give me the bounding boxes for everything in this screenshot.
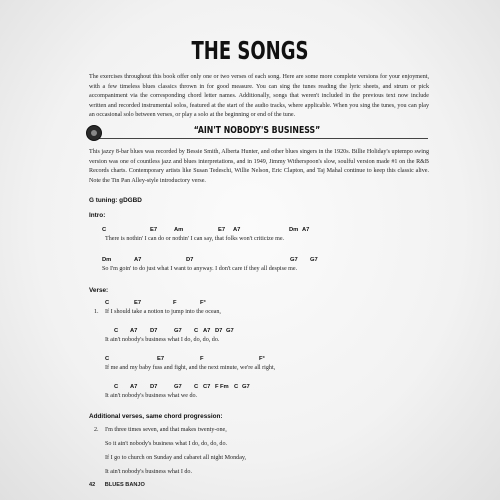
chord: G7 <box>174 384 182 390</box>
chord: C <box>234 384 239 390</box>
chord: D7 <box>150 328 158 334</box>
chord: A7 <box>233 227 241 233</box>
chord: E7 <box>157 356 165 362</box>
intro-paragraph: The exercises throughout this book offer only one or two verses of each song. Here are some more complete versions for your enjoyment, with a few timeless blues classics thrown in for good measure. You can sing the tunes reading the lyric sheets, and strum or pick accompaniment via the corresponding chord letter names. Additionally, songs that weren't included in the previous text now include written and recorded instrumental solos, featured at the start of the audio tracks, where applicable. When you sing the tunes, you can play an occasional solo between verses, or play a solo at the beginning or end of the tune. <box>89 74 429 118</box>
page-footer <box>89 482 145 488</box>
chord: C <box>102 227 107 233</box>
page-title: THE SONGS <box>191 36 309 65</box>
intro-label: Intro: <box>89 212 106 219</box>
chord: G7 <box>290 257 298 263</box>
chord: Dm <box>102 257 112 263</box>
verse-number: 2. <box>94 427 99 433</box>
chord: Fm <box>220 384 229 390</box>
chord: C <box>114 384 119 390</box>
chord: F <box>215 384 219 390</box>
chord: A7 <box>130 384 138 390</box>
chord: C <box>194 328 199 334</box>
chord: G7 <box>242 384 250 390</box>
chord: C <box>105 356 110 362</box>
verse-number: 1. <box>94 309 99 315</box>
tuning-label: G tuning: gDGBD <box>89 197 142 204</box>
lyric-line: If I should take a notion to jump into the ocean, <box>105 309 221 315</box>
chord: G7 <box>310 257 318 263</box>
chord: F <box>173 300 177 306</box>
lyric-line: It ain't nobody's business what I do. <box>105 469 192 475</box>
chord: D7 <box>215 328 223 334</box>
song-title-bar <box>86 125 428 143</box>
lyric-line: It ain't nobody's business what I do, do, do, do. <box>105 337 220 343</box>
chord: Dm <box>289 227 299 233</box>
chord: C <box>194 384 199 390</box>
title-rule <box>99 138 428 139</box>
chord-line <box>105 300 425 308</box>
chord-line <box>102 257 432 265</box>
audio-disc-icon <box>86 125 102 141</box>
chord: E7 <box>218 227 226 233</box>
lyric-line: So it ain't nobody's business what I do, do, do, do. <box>105 441 228 447</box>
chord: D7 <box>186 257 194 263</box>
book-title: BLUES BANJO <box>104 482 145 488</box>
chord: E7 <box>134 300 142 306</box>
verse-label: Verse: <box>89 287 109 294</box>
chord: D7 <box>150 384 158 390</box>
chord: E7 <box>150 227 158 233</box>
lyric-line: So I'm goin' to do just what I want to anyway. I don't care if they all despise me. <box>102 266 298 272</box>
chord: G7 <box>174 328 182 334</box>
chord: G7 <box>226 328 234 334</box>
lyric-line: It ain't nobody's business what we do. <box>105 393 198 399</box>
chord: A7 <box>130 328 138 334</box>
chord: F° <box>259 356 265 362</box>
song-description: This jazzy 8-bar blues was recorded by Bessie Smith, Alberta Hunter, and other blues singers in the 1920s. Billie Holiday's uptempo swing version was one of countless jazz and blues interpretations, and in 1949, Jimmy Witherspoon's slow, soulful version made #1 on the R&B Records charts. Contemporary artists like Susan Tedeschi, Willie Nelson, Eric Clapton, and Taj Mahal continue to keep this classic alive. Note the Tin Pan Alley-style introductory verse. <box>89 149 429 184</box>
chord: C <box>114 328 119 334</box>
chord: A7 <box>203 328 211 334</box>
chord-line <box>102 227 432 235</box>
lyric-line: If me and my baby fuss and fight, and the next minute, we're all right, <box>105 365 276 371</box>
chord: Am <box>174 227 184 233</box>
chord: C7 <box>203 384 211 390</box>
chord: A7 <box>134 257 142 263</box>
chord: F° <box>200 300 206 306</box>
additional-verses-label: Additional verses, same chord progression: <box>89 413 223 420</box>
chord-line <box>114 328 434 336</box>
chord: C <box>105 300 110 306</box>
page-number: 42 <box>89 482 96 488</box>
chord: A7 <box>302 227 310 233</box>
chord: F <box>200 356 204 362</box>
lyric-line: I'm three times seven, and that makes twenty-one, <box>105 427 227 433</box>
chord-line <box>114 384 434 392</box>
song-title: “AIN'T NOBODY'S BUSINESS” <box>193 125 321 136</box>
chord-line <box>105 356 425 364</box>
lyric-line: If I go to church on Sunday and cabaret all night Monday, <box>105 455 247 461</box>
lyric-line: There is nothin' I can do or nothin' I can say, that folks won't criticize me. <box>105 236 285 242</box>
